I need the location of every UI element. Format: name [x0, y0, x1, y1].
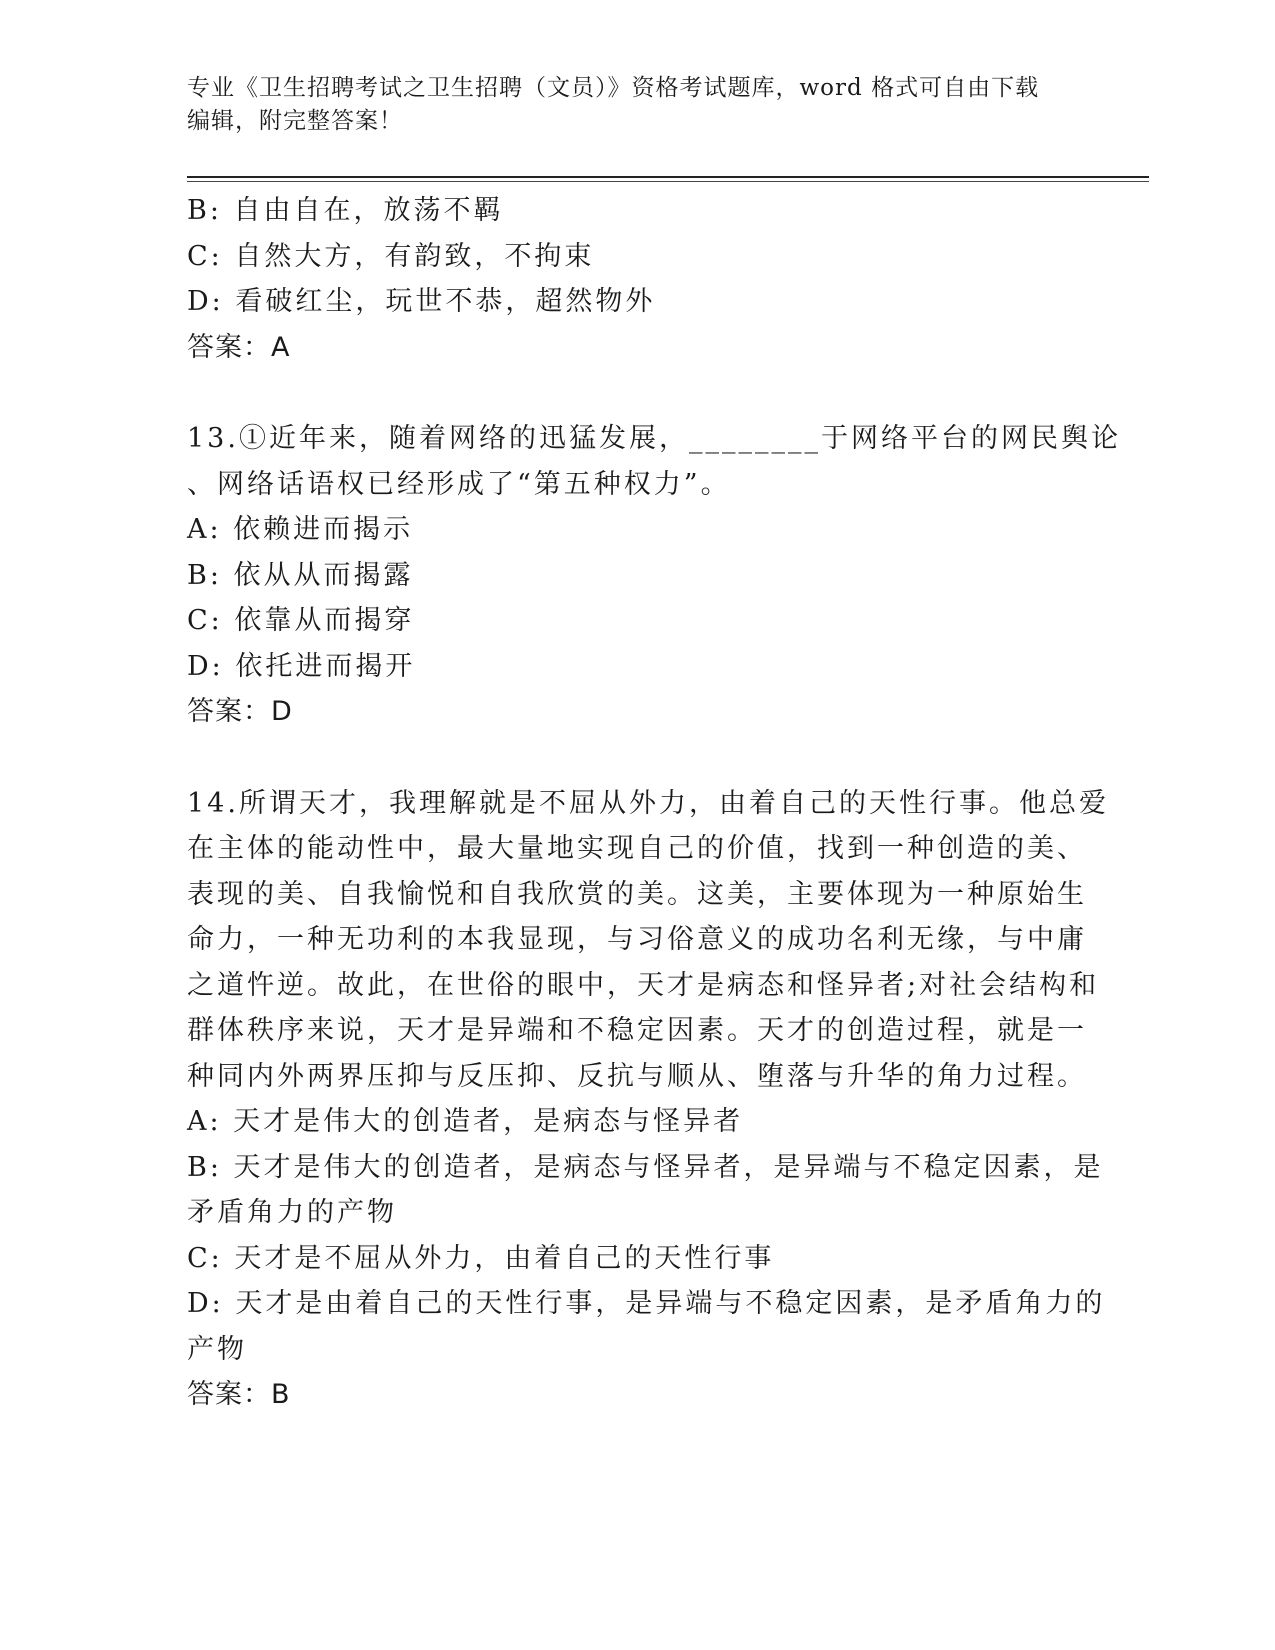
- option-b: B: 天才是伟大的创造者，是病态与怪异者，是异端与不稳定因素，是: [187, 1151, 1104, 1183]
- option-d: D: 依托进而揭开: [187, 650, 416, 682]
- question-stem-line: 种同内外两界压抑与反压抑、反抗与顺从、堕落与升华的角力过程。: [187, 1060, 1087, 1092]
- document-header: [187, 72, 1067, 138]
- header-divider-thin: [187, 181, 1149, 182]
- spacer: [187, 735, 1087, 781]
- header-line-1: 专业《卫生招聘考试之卫生招聘（文员）》资格考试题库，word 格式可自由下载: [187, 75, 1040, 101]
- answer-line: 答案：B: [187, 1379, 291, 1410]
- question-13: [187, 416, 1121, 735]
- spacer: [187, 370, 1087, 416]
- answer-line: 答案：A: [187, 331, 291, 363]
- question-stem-line: 之道忤逆。故此，在世俗的眼中，天才是病态和怪异者;对社会结构和: [187, 969, 1100, 1001]
- question-stem-line: 14.所谓天才，我理解就是不屈从外力，由着自己的天性行事。他总爱: [187, 787, 1109, 819]
- question-stem-line: 群体秩序来说，天才是异端和不稳定因素。天才的创造过程，就是一: [187, 1015, 1087, 1046]
- option-a: A: 依赖进而揭示: [187, 514, 414, 545]
- answer-line: 答案：D: [187, 696, 293, 727]
- option-d: D: 看破红尘，玩世不恭，超然物外: [187, 286, 656, 317]
- option-c: C: 自然大方，有韵致，不拘束: [187, 240, 595, 272]
- question-stem-line: 13.①近年来，随着网络的迅猛发展，________于网络平台的网民舆论: [187, 423, 1121, 454]
- question-12: [187, 188, 1087, 370]
- question-content: [187, 188, 1121, 1418]
- question-stem-line: 表现的美、自我愉悦和自我欣赏的美。这美，主要体现为一种原始生: [187, 878, 1087, 910]
- question-stem-line: 、网络话语权已经形成了“第五种权力”。: [187, 468, 731, 500]
- option-d-continued: 产物: [187, 1333, 247, 1365]
- option-c: C: 天才是不屈从外力，由着自己的天性行事: [187, 1242, 775, 1274]
- option-b: B: 依从从而揭露: [187, 559, 414, 591]
- option-d: D: 天才是由着自己的天性行事，是异端与不稳定因素，是矛盾角力的: [187, 1288, 1106, 1319]
- header-divider: [187, 176, 1149, 178]
- option-b: B: 自由自在，放荡不羁: [187, 195, 504, 226]
- option-b-continued: 矛盾角力的产物: [187, 1197, 397, 1228]
- header-line-2: 编辑，附完整答案！: [187, 108, 403, 134]
- question-14: [187, 781, 1109, 1418]
- question-stem-line: 命力，一种无功利的本我显现，与习俗意义的成功名利无缘，与中庸: [187, 924, 1087, 955]
- option-c: C: 依靠从而揭穿: [187, 605, 415, 636]
- option-a: A: 天才是伟大的创造者，是病态与怪异者: [187, 1106, 744, 1137]
- question-stem-line: 在主体的能动性中，最大量地实现自己的价值，找到一种创造的美、: [187, 833, 1087, 864]
